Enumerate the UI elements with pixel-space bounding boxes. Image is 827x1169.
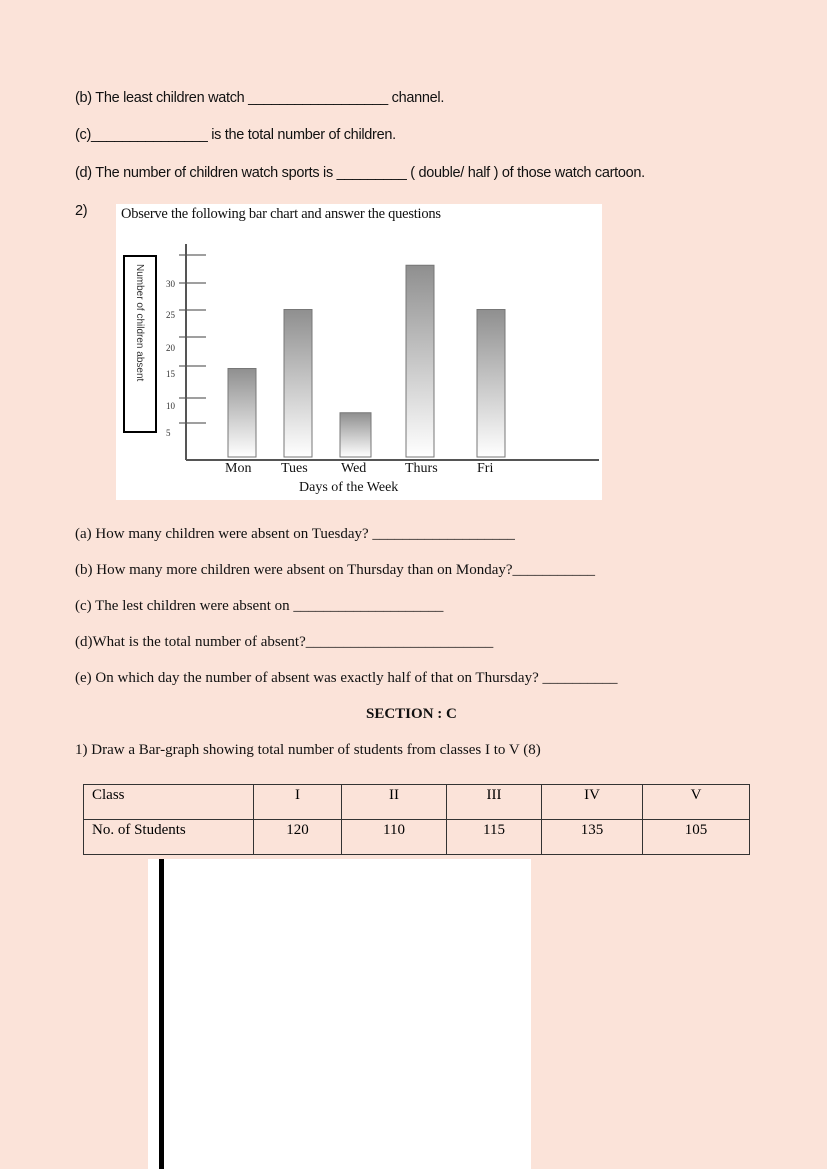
y-tick-label: 20 bbox=[166, 343, 175, 353]
question-2-number: 2) bbox=[75, 203, 88, 219]
y-tick-label: 30 bbox=[166, 279, 175, 289]
table-cell: 110 bbox=[342, 820, 447, 855]
question-d: (d) The number of children watch sports is _________ ( double/ half ) of those watch cartoon. bbox=[75, 165, 645, 181]
bar-thurs bbox=[406, 265, 434, 457]
question-b: (b) The least children watch __________________ channel. bbox=[75, 90, 445, 106]
table-cell: 135 bbox=[542, 820, 643, 855]
x-tick-label: Mon bbox=[225, 461, 252, 476]
section-c-question-1: 1) Draw a Bar-graph showing total number of students from classes I to V (8) bbox=[75, 742, 541, 758]
y-axis-label: Number of children absent bbox=[134, 264, 145, 382]
x-axis-label: Days of the Week bbox=[299, 480, 399, 495]
question-2a: (a) How many children were absent on Tuesday? ___________________ bbox=[75, 526, 515, 542]
table-cell: II bbox=[342, 785, 447, 820]
table-row bbox=[84, 820, 750, 855]
table-cell: Class bbox=[84, 785, 254, 820]
bar-fri bbox=[477, 310, 505, 458]
x-tick-label: Wed bbox=[341, 461, 367, 476]
table-cell: 120 bbox=[254, 820, 342, 855]
bar-tues bbox=[284, 310, 312, 458]
table-cell: No. of Students bbox=[84, 820, 254, 855]
black-vertical-bar bbox=[159, 859, 164, 1169]
table-cell: III bbox=[447, 785, 542, 820]
table-cell: I bbox=[254, 785, 342, 820]
bar-chart-svg bbox=[116, 204, 602, 500]
question-2c: (c) The lest children were absent on ____________________ bbox=[75, 598, 444, 614]
bar-chart bbox=[116, 204, 602, 500]
section-c-heading: SECTION : C bbox=[366, 706, 457, 722]
question-c: (c)_______________ is the total number of children. bbox=[75, 127, 396, 143]
table-cell: 105 bbox=[643, 820, 750, 855]
x-tick-label: Fri bbox=[477, 461, 494, 476]
table-header-row bbox=[84, 785, 750, 820]
table-cell: IV bbox=[542, 785, 643, 820]
y-tick-label: 15 bbox=[166, 369, 175, 379]
table-cell: 115 bbox=[447, 820, 542, 855]
question-2d: (d)What is the total number of absent?_________________________ bbox=[75, 634, 494, 650]
y-tick-label: 5 bbox=[166, 428, 171, 438]
y-tick-label: 25 bbox=[166, 310, 175, 320]
blank-drawing-area bbox=[148, 859, 531, 1169]
question-2e: (e) On which day the number of absent was exactly half of that on Thursday? __________ bbox=[75, 670, 618, 686]
table-cell: V bbox=[643, 785, 750, 820]
students-table bbox=[83, 784, 750, 855]
chart-title: Observe the following bar chart and answer the questions bbox=[121, 206, 441, 222]
question-2b: (b) How many more children were absent on Thursday than on Monday?___________ bbox=[75, 562, 596, 578]
x-tick-label: Tues bbox=[281, 461, 308, 476]
y-tick-label: 10 bbox=[166, 401, 175, 411]
bar-wed bbox=[340, 413, 371, 457]
x-tick-label: Thurs bbox=[405, 461, 438, 476]
bar-mon bbox=[228, 369, 256, 458]
